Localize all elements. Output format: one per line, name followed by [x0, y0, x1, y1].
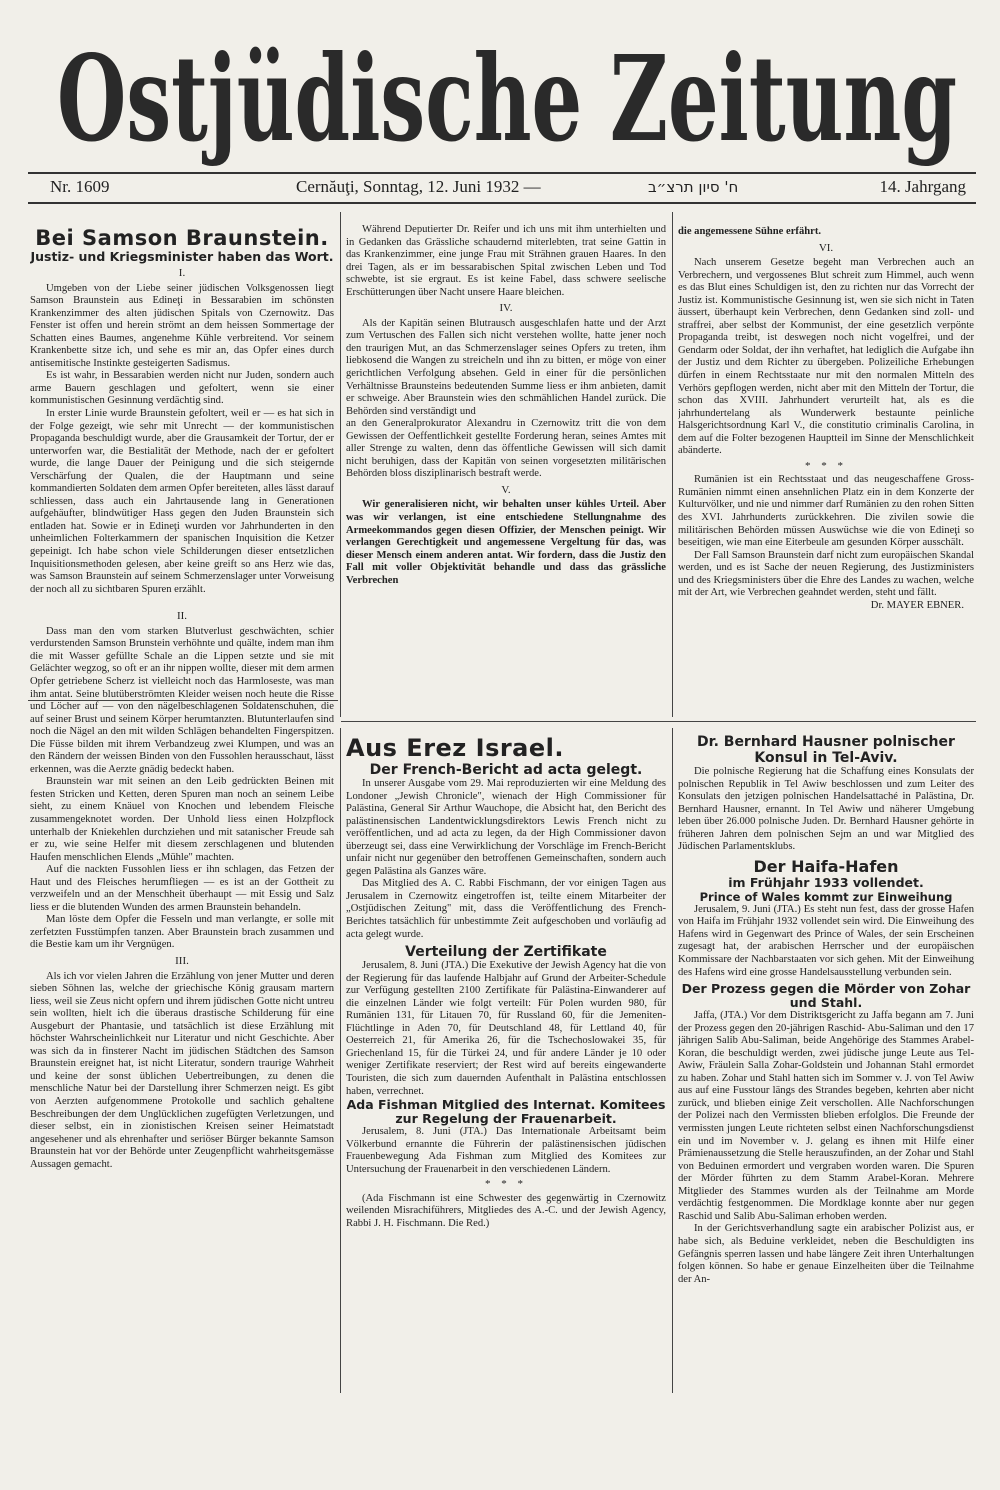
paragraph: Es ist wahr, in Bessarabien werden nicht nur Juden, sondern auch arme Bauern geschlagen und gefoltert, wenn sie einer kommunistischen Gesinnung verdächtig sind.	[30, 370, 334, 407]
haifa-subtitle: im Frühjahr 1933 vollendet.	[728, 874, 924, 890]
section-number: II.	[176, 610, 188, 623]
section-number: V.	[501, 483, 511, 496]
section-number: I.	[178, 267, 186, 279]
paragraph: Das Mitglied des A. C. Rabbi Fischmann, der vor einigen Tagen aus Jerusalem in Czernowitz eingetroffen ist, teilte einem Mitarbeiter der „Ostjüdischen Zeitung" mit, dass die Veröffentlichung des French-Berichtes tatsächlich für unbestimmte Zeit aufgeschoben und vorläufig ad acta gelegt wurde.	[346, 878, 666, 940]
paragraph: Der Fall Samson Braunstein darf nicht zum europäischen Skandal werden, und es ist Sache der neuen Regierung, des Justizministers und des Kriegsministers über die Ehre des Landes zu wachen, welche mit der Art, wie Verbrechen geahndet werden, steht und fällt.	[678, 549, 974, 599]
paragraph: Umgeben von der Liebe seiner jüdischen Volksgenossen liegt Samson Braunstein aus Edineţi in Bessarabien im schönsten Krankenzimmer des alten jüdischen Spitals von Czernowitz. Das Fenster ist offen und herein strömt an dem heissen Sommertage der Schatten eines Baumes, angenehme Kühle verbreitend. Vor seinem Krankenbette sitze ich, und sehe es mir an, das Opfer eines durch antisemitische Instinkte gesteigerten Sadismus.	[30, 282, 334, 369]
paragraph: (Ada Fischmann ist eine Schwester des gegenwärtig in Czernowitz weilenden Misrachiführers, Mitgliedes des A.-C. und der Jewish Agency, Rabbi J. H. Fischmann. Die Red.)	[346, 1192, 666, 1229]
volume-number: 14. Jahrgang	[879, 177, 966, 196]
paragraph: Jaffa, (JTA.) Vor dem Distriktsgericht zu Jaffa begann am 7. Juni der Prozess gegen den 20-jährigen Raschid- Abu-Saliman und den 17 jährigen Salib Abu-Saliman, beide Angehörige des Stammes Arabel-Koran, die beschuldigt werden, zwei jüdische junge Leute aus Tel-Awiw, Fräulein Salla Zohar-Goldstein und Johannan Stahl ermordet zu haben. Zohar und Stahl hatten sich im Sommer v. J. von Tel Awiw aus auf eine Fusstour längs des Strandes begeben, kehrten aber nicht zurück, und blieben einige Zeit verschollen. Alle Nachforschungen der Polizei nach den Vermissten blieben erfolglos. Die Freunde der vermissten jungen Leute richteten selbst einen Nachforschungsdienst ein und im November v. J. gelang es ihnen mit Hilfe einer Prämienaussetzung die Stelle herauszufinden, an der Zohar und Stahl von Beduinen ermordert und vergraben worden waren. Die Spuren der Mörder führten zu dem Stamm Arabel-Koran. Mehrere Mitglieder des Stammes wurden als der Teilnahme am Morde verdächtig festgenommen. Die Mordklage konnte aber nur gegen Raschid und Salib Abu-Saliman erhoben werden.	[678, 1010, 974, 1222]
paragraph: die angemessene Sühne erfährt.	[678, 226, 822, 237]
paragraph: Dass man den vom starken Blutverlust geschwächten, schier verdurstenden Samson Brunstein verhöhnte und quälte, indem man ihm die mit Wasser gefüllte Schale an die Lippen setzte und sie mit Gelächter wegzog, so oft er an ihr nippen wollte, dieser mit dem armen Opfer getriebene Scherz ist vielleicht noch das Harmloseste, was man ihm antat. Seine blutüberströmten Kleider weisen noch heute die Risse und Löcher auf — von den nägelbeschlagenen Soldatenschuhen, die auf seiner Brust und seinem Körper herumtanzten. Blutunterlaufen sind noch die Nägel an den mit wilden Schlägen behandelten Fingerspitzen. Die Füsse bilden mit ihrem Verbandzeug zwei Klumpen, und was an den Rändern der weissen Binden von den Fussohlen herausschaut, lässt erkennen, was die Aerzte gnädig bedeckt haben.	[30, 625, 334, 775]
column-rule	[672, 212, 673, 717]
paragraph: Als ich vor vielen Jahren die Erzählung von jener Mutter und deren sieben Söhnen las, welche der griechische König grausam martern liess, weil sie Zeus nicht opfern und ihrem jüdischen Gotte nicht untreu sein wollten, hielt ich die überaus drastische Schilderung für eine Ausgeburt der Phantasie, und tatsächlich ist diese Erzählung mit höchster Wahrscheinlichkeit nur Literatur und nicht Geschichte. Aber was sich da in finsterer Nacht im jüdischen Städtchen des Samson Braunstein ereignet hat, ist nicht Literatur, sondern traurige Wahrheit und keine der sonst üblichen Uebertreibungen, zu denen die menschliche Natur bei der Darstellung ihrer Schmerzen neigt. Es gibt von Aerzten aufgenommene Protokolle und sachlich gehaltene Beschreibungen der dem Unglücklichen zugefügten Verletzungen, und dieser selbst, ein in zionistischen Kreisen seiner Heimatstadt angesehener und als ehrenhafter und seriöser Bürger bekannte Samson Braunstein hat vor der Behörde unter Zeugenpflicht wahrheitsgemässe Aussagen gemacht.	[30, 970, 334, 1170]
paragraph: Jerusalem, 8. Juni (JTA.) Das Internationale Arbeitsamt beim Völkerbund ernannte die Führerin der palästinensischen jüdischen Frauenbewegung Ada Fishman zum Mitglied des Komitees zur Untersuchung der Frauenarbeit in den verschiedenen Ländern.	[346, 1126, 666, 1175]
paragraph: In der Gerichtsverhandlung sagte ein arabischer Polizist aus, er habe sich, als Beduine verkleidet, neben die Beschuldigten ins Gefängnis sperren lassen und habe längere Zeit ihren Unterhaltungen folgen können. So habe er genaue Einzelheiten über die Teilnahme der An-	[678, 1223, 974, 1285]
author-signature: Dr. MAYER EBNER.	[870, 599, 964, 611]
section-number: III.	[175, 954, 189, 967]
masthead	[40, 0, 975, 170]
issue-date: Cernăuţi, Sonntag, 12. Juni 1932 —	[296, 177, 541, 196]
dateline	[28, 172, 976, 204]
haifa-title: Der Haifa-Hafen	[753, 856, 899, 876]
column-rule	[340, 728, 341, 1393]
paragraph: Rumänien ist ein Rechtsstaat und das neugeschaffene Gross-Rumänien nimmt einen ansehnlichen Platz ein in dem Konzerte der Kulturvölker, und nie und nimmer darf Rumänien zu den rohen Sitten des XVI. Jahrhunderts zurückkehren. Die zivilen sowie die militärischen Behörden müssen Auswüchse wie die von Edineţi so beseitigen, wie man eine Eiterbeule am gesunden Körper ausschält.	[678, 474, 974, 549]
paragraph: Braunstein war mit seinen an den Leib gedrückten Beinen mit festen Stricken und Ketten, deren Spuren man noch an seinem Leibe sieht, zu einem Knäuel von Knochen und lebendem Fleische zusammengeknotet worden. Der Unhold liess einen Holzpflock unterhalb der Kniekehlen durchziehen und mit satanischer Freude sah er zu, wie seine Helfer mit diesem zerschlagenen und blutenden Haufen menschlichen Elends „Mühle" machten.	[30, 776, 334, 863]
braunstein-col-3	[678, 226, 974, 718]
fishman-heading: Ada Fishman Mitglied des Internat. Komitees zur Regelung der Frauenarbeit.	[346, 1097, 666, 1127]
paragraph: Man löste dem Opfer die Fesseln und man verlangte, er solle mit zerfetzten Fusstümpfen tanzen. Aber Braunstein brach zusammen und die Bestie kam um ihr Vergnügen.	[30, 914, 334, 951]
hausner-title: Dr. Bernhard Hausner polnischer Konsul in Tel-Aviv.	[697, 734, 955, 766]
hebrew-date: ח' סיון תרצ״ב	[648, 178, 739, 196]
paragraph: Wir generalisieren nicht, wir behalten unser kühles Urteil. Aber was wir verlangen, ist eine entschiedene Stellungnahme des Armeekommandos gegen diesen Offizier, der Menschen peinigt. Wir verlangen Gerechtigkeit und angemessene Vergeltung für das, was dieser Mensch einem anderen antat. Wir fordern, dass die Justiz den Fall mit voller Objektivität behandle und dass das grässliche Verbrechen	[346, 499, 666, 586]
paragraph: In erster Linie wurde Braunstein gefoltert, weil er — es hat sich in der Folge gezeigt, wie sehr mit Unrecht — der kommunistischen Propaganda beschuldigt wurde, aber die Grausamkeit der Tortur, der er unterworfen war, die Bestialität der Methode, nach der er gefoltert wurde, die lange Dauer der Peinigung und die sich steigernde Verschärfung der Qualen, die der Hauptmann und seine kommandierten Soldaten dem armen Opfer bereiteten, alles lässt darauf schliessen, dass auch ein Jahrtausende lang in Generationen aufgehäufter, blindwütiger Hass gegen den Juden Braunstein sich entladen hat. Sowie er in Edineţi wurden vor Jahrhunderten in den unheimlichen Folterkammern der spanischen Inquisition die Ketzer gepeinigt. Ich habe schon viele Schilderungen dieser entsetzlichen Inquisitionsmethoden gelesen, aber keine greift so ans Herz wie das, was Samson Braunstein auf seinem Schmerzenslager unter Vorweisung der noch all zu sichtbaren Spuren erzählt.	[30, 408, 334, 595]
paragraph: Auf die nackten Fussohlen liess er ihn schlagen, das Fetzen der Haut und des Fleisches herumfliegen — es ist an der Gottheit zu verzweifeln und an der Menschheit überhaupt — mit Essig und Salz liess er die blutenden Wunden des armen Braunstein behandeln.	[30, 864, 334, 913]
erez-title: Aus Erez Israel.	[346, 734, 564, 762]
separator-stars: * * *	[805, 459, 847, 472]
masthead-title: Ostjüdische Zeitung	[57, 29, 957, 168]
paragraph: an den Generalprokurator Alexandru in Czernowitz tritt die von dem Gewissen der Oeffentlichkeit gestellte Forderung heran, seines Amtes mit aller Strenge zu walten, denn das öffentliche Gewissen will sich damit nicht beruhigen, dass der Kapitän von seinen vorgesetzten militärischen Behörden bloss disziplinarisch bestraft werde.	[346, 418, 666, 480]
news-col-3	[678, 734, 974, 1396]
braunstein-col-2	[346, 224, 666, 716]
section-number: IV.	[499, 302, 513, 315]
paragraph: In unserer Ausgabe vom 29. Mai reproduzierten wir eine Meldung des Londoner „Jewish Chronicle", wienach der High Commissioner für Palästina, General Sir Arthur Wauchope, die Absicht hat, den Bericht des palästinensischen Landentwicklungsdirektors Lewis French nicht zu veröffentlichen, und ad acta zu legen, da der High Commissioner davon überzeugt sei, dass eine Verwirklichung der Vorschläge im French-Bericht unfair nicht nur gegenüber den betroffenen Gemeinschaften, sondern auch gegen Palästina als Ganzes wäre.	[346, 778, 666, 877]
masthead-logo	[40, 0, 975, 170]
paragraph: Während Deputierter Dr. Reifer und ich uns mit ihm unterhielten und in Gedanken das Grässliche schaudernd miterlebten, trat seine Gattin in das Krankenzimmer, eine junge Frau mit Strähnen grauen Haares. In den drei Tagen, als er im bessarabischen Spital zwischen Leben und Tod schwebte, ist sie ergraut. Es ist keine Fabel, dass schwere seelische Erschütterungen über Nacht unsere Haare bleichen.	[346, 224, 666, 298]
column-rule	[672, 728, 673, 1393]
paragraph: Die polnische Regierung hat die Schaffung eines Konsulats der polnischen Republik in Tel Awiw beschlossen und zum Leiter des Konsulats den jetzigen polnischen Handelsattaché in Palästina, Dr. Bernhard Hausner, ernannt. In Tel Awiw und näherer Umgebung leben über 26.000 polnische Juden. Dr. Bernhard Hausner gehörte in früheren Jahren dem polnischen Sejm an und war Mitglied des Jüdischen Parlamentsklubs.	[678, 766, 974, 853]
erez-subtitle: Der French-Bericht ad acta gelegt.	[369, 762, 643, 778]
issue-number: Nr. 1609	[50, 177, 110, 196]
paragraph: Jerusalem, 9. Juni (JTA.) Es steht nun fest, dass der grosse Hafen von Haifa im Frühjahr 1932 vollendet sein wird. Die Einweihung des Hafens wird in Gegenwart des Prince of Wales, der sein Erscheinen zugesagt hat, der arabischen Herrscher und der europäischen Kommissare der Nachbarstaaten vor sich gehen. Mit der Einweihung des Hafens wird eine grosse Handelsausstellung verbunden sein.	[678, 903, 974, 978]
braunstein-title: Bei Samson Braunstein.	[35, 226, 329, 250]
erez-israel-article	[346, 734, 666, 1394]
zertifikate-heading: Verteilung der Zertifikate	[405, 944, 607, 961]
paragraph: Nach unserem Gesetze begeht man Verbrechen auch an Verbrechern, und vergossenes Blut schreit zum Himmel, auch wenn es das Blut eines Schuldigen ist, den zu richten nur das Vorrecht der Justiz ist. Kommunistische Gesinnung ist, wen sie sich nicht in Taten äussert, überhaupt kein Verbrechen, denn Gedanken sind zoll- und straffrei, aber selbst der Kommunist, der eine gesetzlich verpönte Propaganda treibt, ist deswegen noch nicht vogelfrei, und der Gendarm oder Soldat, der ihn verhaftet, hat lediglich die Aufgabe ihn der Justiz und dem Richter zu übergeben. Polizeiliche Erhebungen dürfen in einem Rechtsstaate nur mit den normalen Mitteln des Verhörs gepflogen werden, nicht aber mit den Mitteln der Tortur, die schon das XVIII. Jahrhundert verurteilt hat, als es die jahrhundertelang als Wunderwerk bestaunte peinliche Halsgerichtsordnung Karl V., die constitutio criminalis Carolina, in dem auf die Folter bezogenen Hauptteil im Sinne der Menschlichkeit abänderte.	[678, 257, 974, 457]
braunstein-col-1	[30, 226, 334, 1396]
braunstein-subtitle: Justiz- und Kriegsminister haben das Wort.	[30, 249, 334, 264]
separator-stars: * * *	[485, 1178, 527, 1191]
haifa-subtitle-2: Prince of Wales kommt zur Einweihung	[699, 889, 953, 904]
section-rule	[341, 721, 976, 722]
prozess-title: Der Prozess gegen die Mörder von Zohar und Stahl.	[681, 981, 971, 1011]
paragraph: Als der Kapitän seinen Blutrausch ausgeschlafen hatte und der Arzt zum Vertuschen des Fallen sich nicht verstehen wollte, hatte jener noch den traurigen Mut, an das Schmerzenslager seines Opfers zu treten, ihm liebkosend die Wangen zu streicheln und ihn zu bitten, er möge von einer gerichtlichen Verfolgung absehen. Geld in einer für die persönlichen Verhältnisse Braunsteins bedeutenden Summe liess er ihm anbieten, damit er schweige. Aber Braunstein wies den schmählichen Handel zurück. Die Behörden sind verständigt und	[346, 317, 666, 417]
column-rule	[340, 212, 341, 717]
section-number: VI.	[818, 241, 834, 254]
paragraph: Jerusalem, 8. Juni (JTA.) Die Exekutive der Jewish Agency hat die von der Regierung für das laufende Halbjahr auf Grund der Arbeiter-Schedule zur Verfügung gestellten 2100 Zertifikate für Palästina-Einwanderer auf die einzelnen Länder wie folgt verteilt: Für Polen wurden 980, für Rumänien 131, für Litauen 70, für Russland 60, für die Jemeniten-Flüchtlinge in Aden 70, für Deutschland 48, für Lettland 40, für Oesterreich 21, für Amerika 26, für die Tschechoslowakei 35, für Griechenland 15, für die Türkei 24, und für andere Länder je 10 oder weniger Zertifikate reserviert; der Rest wird auf bereits eingewanderte Touristen, die sich zum dauernden Aufenthalt in Palästina entschlossen haben, verrechnet.	[346, 960, 666, 1097]
